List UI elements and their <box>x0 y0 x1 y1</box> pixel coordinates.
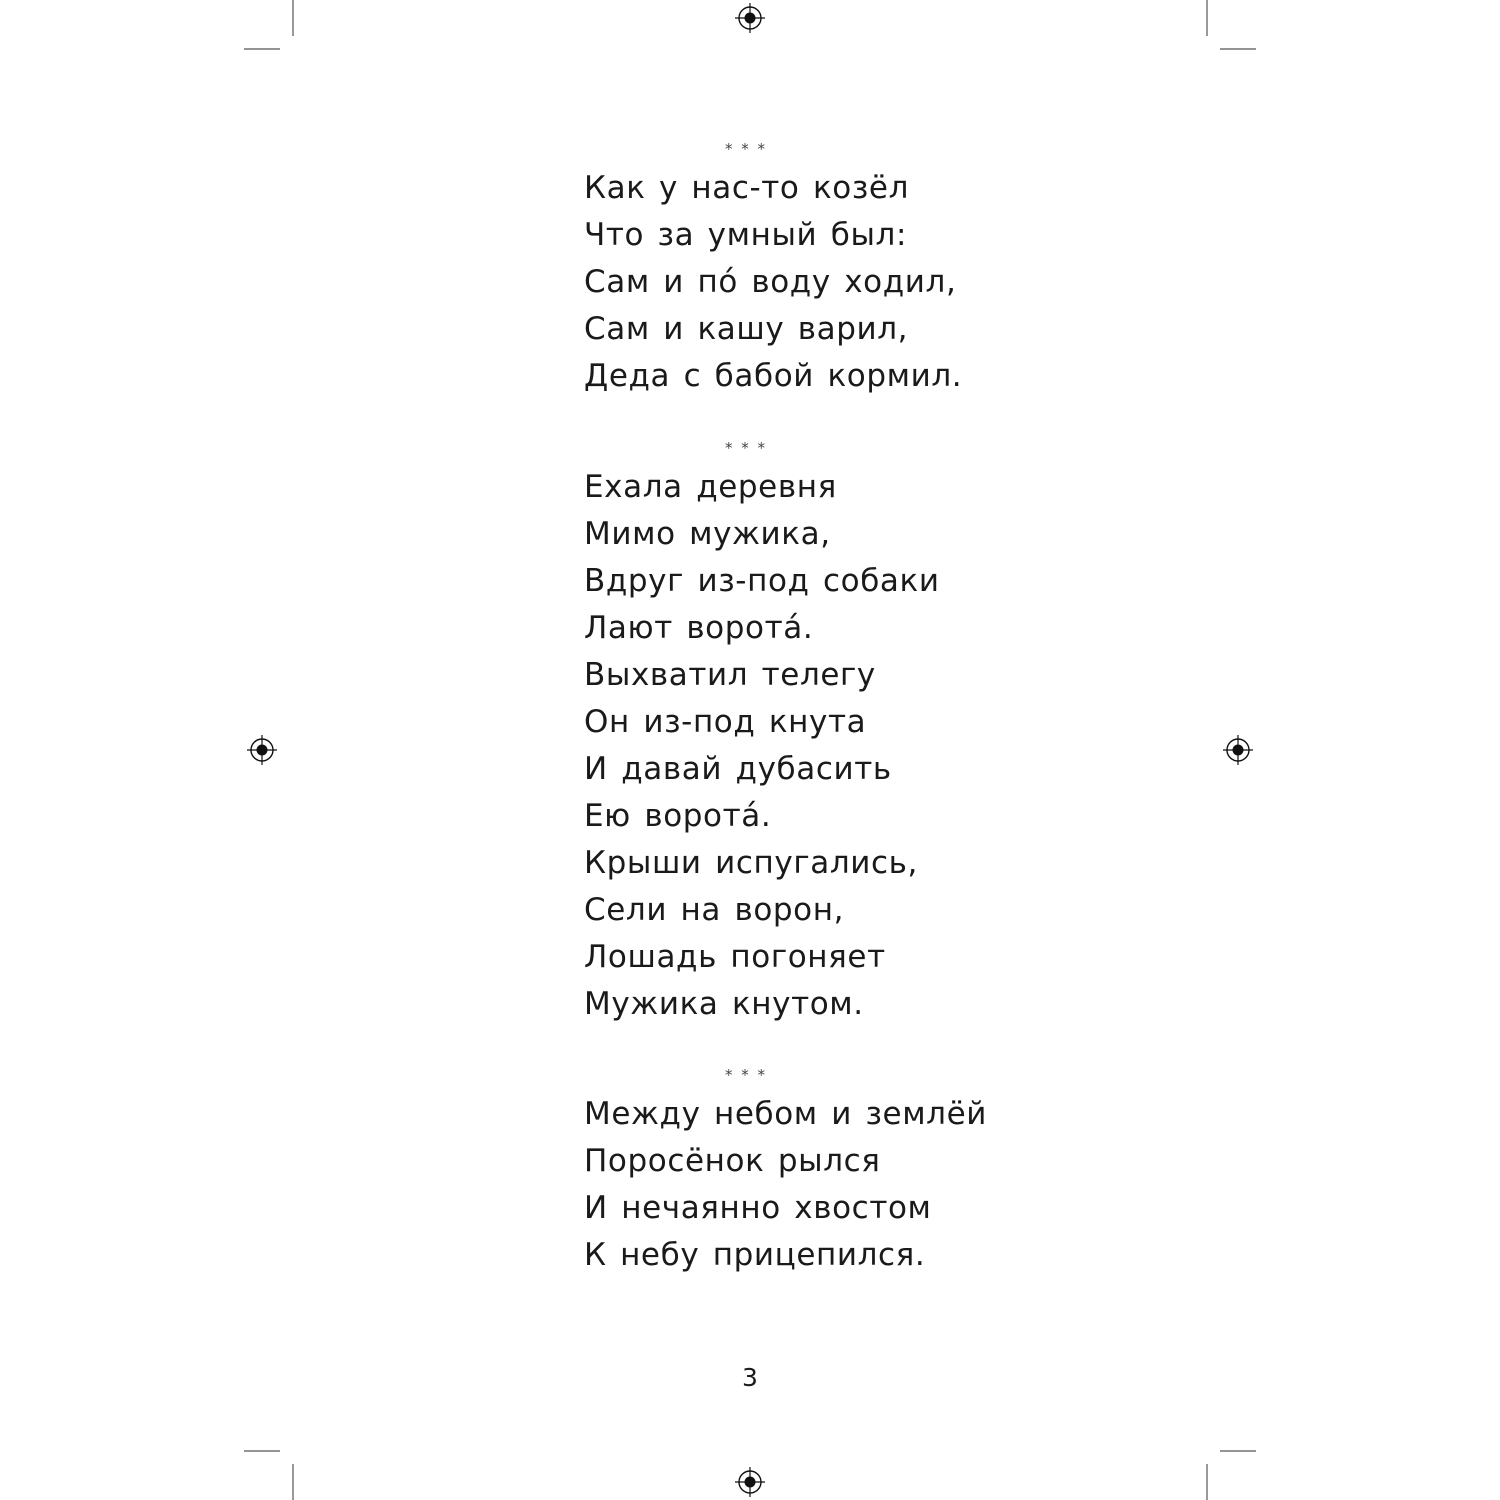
poem-line: Деда с бабой кормил. <box>584 358 963 394</box>
registration-mark-bottom-icon <box>735 1467 765 1497</box>
poem-line: Выхватил телегу <box>584 657 876 693</box>
poem-line: Ехала деревня <box>584 469 837 505</box>
poem-line: Между небом и землёй <box>584 1096 988 1132</box>
registration-mark-right-icon <box>1223 735 1253 765</box>
registration-mark-top-icon <box>735 3 765 33</box>
poem-line: И давай дубасить <box>584 751 892 787</box>
stanza-separator: * * * <box>724 140 768 158</box>
poem-line: Лошадь погоняет <box>584 939 886 975</box>
poem-line: Сам и по́ воду ходил, <box>584 264 957 300</box>
poem-line: Крыши испугались, <box>584 845 918 881</box>
poem-line: Лают ворота́. <box>584 610 814 646</box>
poem-line: Он из-под кнута <box>584 704 867 740</box>
poem-line: Что за умный был: <box>584 217 907 253</box>
poem-line: Ею ворота́. <box>584 798 772 834</box>
stanza-separator: * * * <box>724 1066 768 1084</box>
poem-line: Поросёнок рылся <box>584 1143 881 1179</box>
stanza-separator: * * * <box>724 439 768 457</box>
poem-line: К небу прицепился. <box>584 1237 926 1273</box>
poem-line: Вдруг из-под собаки <box>584 563 940 599</box>
poem-line: Мимо мужика, <box>584 516 831 552</box>
poem-line: Сам и кашу варил, <box>584 311 909 347</box>
poem-line: Как у нас-то козёл <box>584 170 910 206</box>
poem-line: И нечаянно хвостом <box>584 1190 932 1226</box>
page-number: 3 <box>742 1363 758 1392</box>
poem-line: Мужика кнутом. <box>584 986 864 1022</box>
registration-mark-left-icon <box>247 735 277 765</box>
poem-line: Сели на ворон, <box>584 892 845 928</box>
